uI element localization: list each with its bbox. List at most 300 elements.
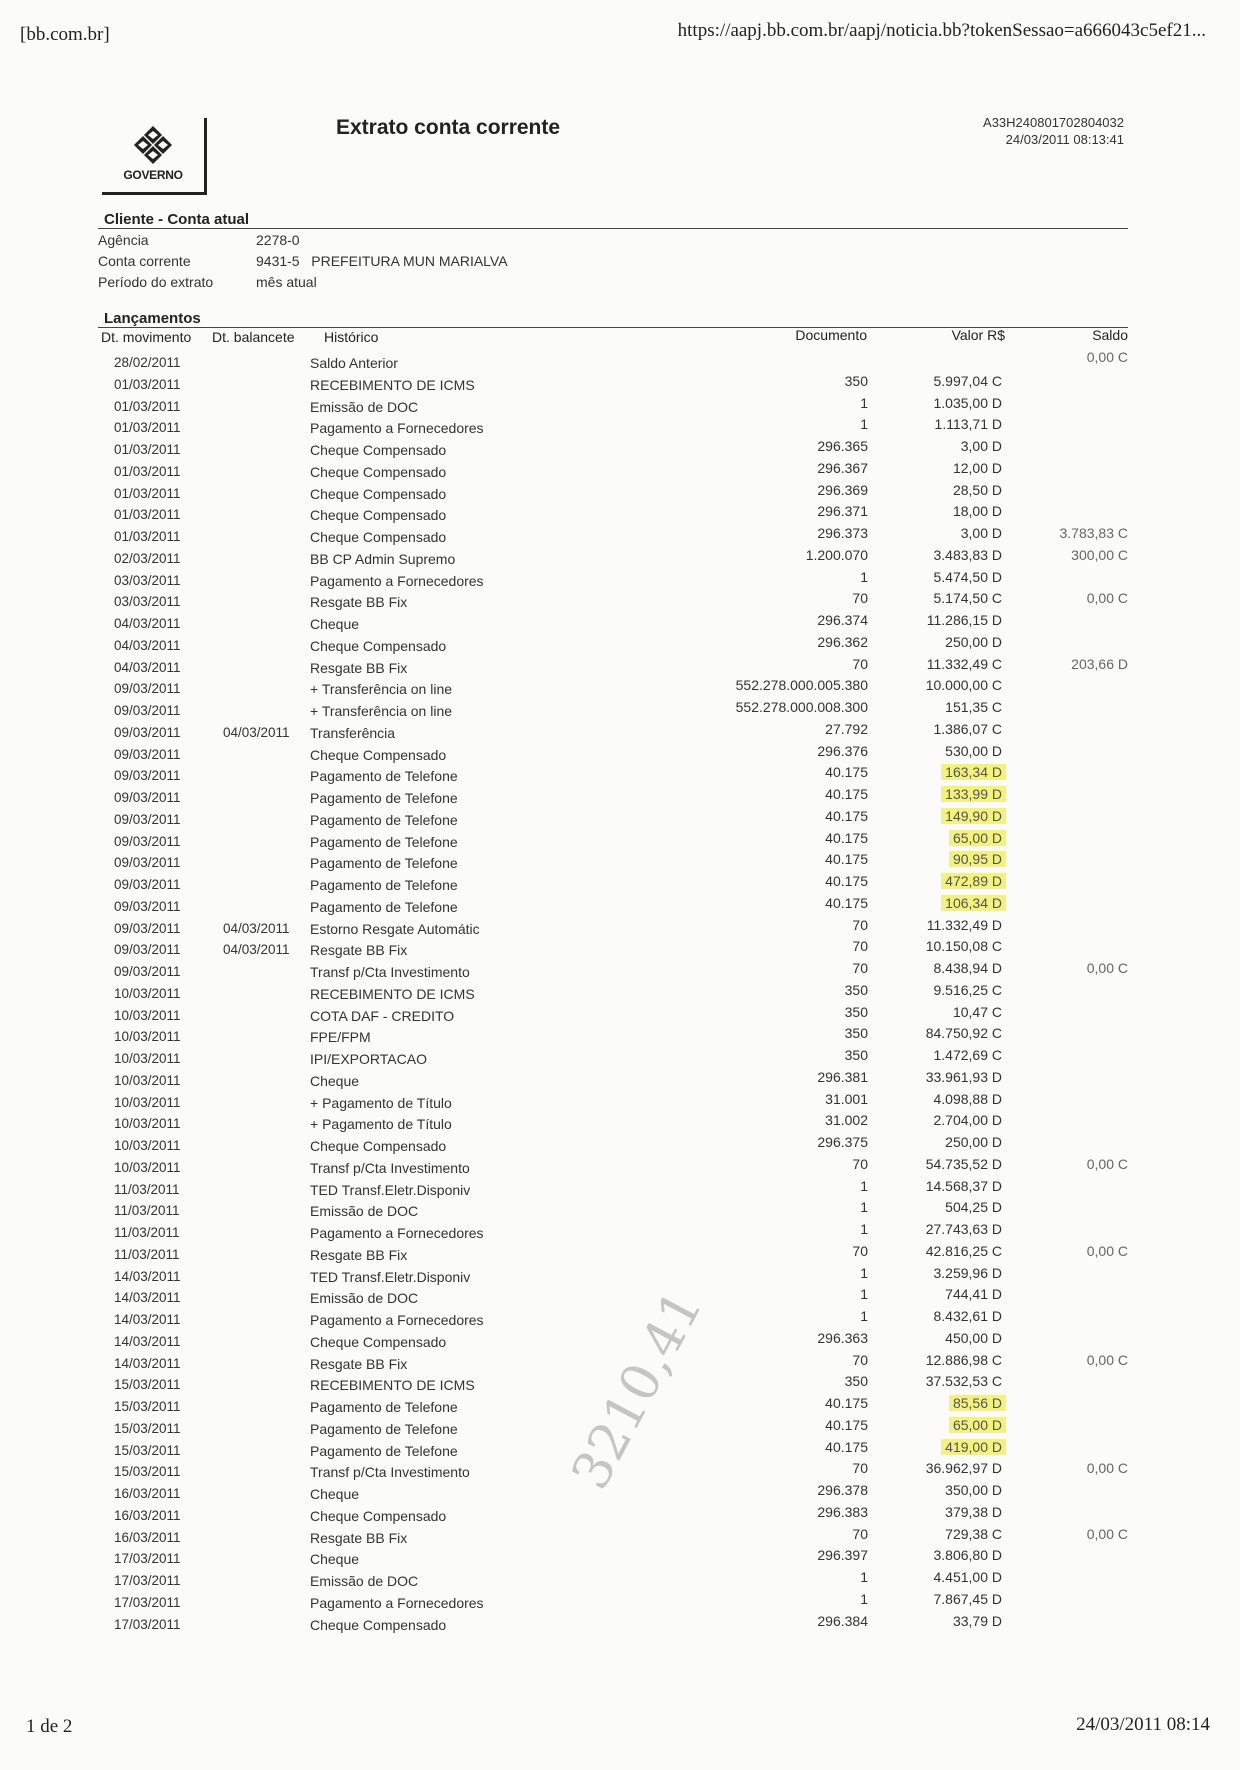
dt-movimento-cell: 10/03/2011 [114,985,181,1001]
valor-cell: 90,95 D [949,851,1006,867]
saldo-cell: 0,00 C [1086,590,1128,607]
valor-cell: 65,00 D [949,1417,1006,1433]
documento-cell: 31.002 [825,1112,868,1129]
documento-cell: 296.378 [817,1482,868,1498]
table-row [0,1091,1240,1113]
documento-cell: 296.365 [817,438,868,454]
valor-cell: 28,50 D [952,481,1002,498]
table-row [0,1286,1240,1308]
browser-url[interactable]: https://aapj.bb.com.br/aapj/noticia.bb?tokenSessao=a666043c5ef21... [677,20,1206,41]
valor-cell: 54.735,52 D [925,1155,1002,1172]
historico-cell: Cheque Compensado [310,529,447,545]
historico-cell: Pagamento de Telefone [310,811,458,828]
valor-cell: 14.568,37 D [925,1177,1002,1194]
valor-cell: 36.962,97 D [925,1460,1002,1477]
dt-movimento-cell: 09/03/2011 [114,703,181,718]
valor-cell: 10.000,00 C [925,677,1002,694]
documento-cell: 70 [852,916,868,933]
documento-cell: 296.397 [817,1547,868,1564]
dt-movimento-cell: 15/03/2011 [114,1377,181,1393]
dt-movimento-cell: 09/03/2011 [114,898,181,914]
table-header [0,329,1240,351]
saldo-cell: 0,00 C [1086,1460,1128,1477]
historico-cell: BB CP Admin Supremo [310,550,456,567]
valor-cell: 1.113,71 D [934,416,1002,433]
historico-cell: RECEBIMENTO DE ICMS [310,1377,475,1394]
valor-cell: 379,38 D [945,1503,1002,1520]
saldo-cell: 300,00 C [1071,546,1128,563]
dt-movimento-cell: 01/03/2011 [114,485,181,501]
reference-code: A33H240801702804032 [983,115,1124,130]
table-row [0,1308,1240,1330]
documento-cell: 70 [852,1525,868,1542]
dt-movimento-cell: 11/03/2011 [114,1203,180,1219]
table-row [0,1265,1240,1287]
table-row [0,634,1240,656]
historico-cell: Pagamento de Telefone [310,1420,458,1437]
table-row [0,1199,1240,1221]
historico-cell: + Transferência on line [310,681,453,698]
historico-cell: Pagamento de Telefone [310,833,458,850]
periodo-label: Período do extrato [98,274,214,290]
documento-cell: 1 [860,1569,868,1585]
documento-cell: 350 [844,1373,868,1390]
dt-movimento-cell: 09/03/2011 [114,790,181,805]
table-row [0,482,1240,504]
historico-cell: Resgate BB Fix [310,594,408,611]
dt-movimento-cell: 15/03/2011 [114,1442,181,1458]
saldo-cell: 203,66 D [1071,655,1128,672]
valor-cell: 250,00 D [945,1134,1002,1150]
header-saldo: Saldo [1092,327,1128,343]
historico-cell: Pagamento de Telefone [310,768,458,785]
table-row [0,1025,1240,1047]
historico-cell: RECEBIMENTO DE ICMS [310,376,475,393]
valor-cell: 9.516,25 C [933,981,1002,998]
documento-cell: 40.175 [825,1395,868,1411]
browser-print-header [0,0,1240,60]
historico-cell: Cheque Compensado [310,637,447,654]
table-row [0,1047,1240,1069]
historico-cell: Pagamento a Fornecedores [310,1594,484,1611]
table-row [0,699,1240,721]
documento-cell: 1 [860,568,868,585]
table-row [0,395,1240,417]
table-row [0,373,1240,395]
bank-logo [102,118,207,195]
dt-movimento-cell: 16/03/2011 [114,1507,181,1523]
historico-cell: Saldo Anterior [310,355,398,371]
reference-datetime: 24/03/2011 08:13:41 [1005,132,1124,147]
valor-cell: 18,00 D [952,503,1002,520]
historico-cell: FPE/FPM [310,1029,371,1046]
historico-cell: Cheque Compensado [310,1616,447,1633]
conta-label: Conta corrente [98,253,191,269]
dt-movimento-cell: 10/03/2011 [114,1138,181,1153]
valor-cell: 7.867,45 D [933,1590,1002,1607]
historico-cell: Cheque Compensado [310,1138,447,1154]
dt-movimento-cell: 10/03/2011 [114,1007,181,1023]
historico-cell: Pagamento de Telefone [310,790,458,806]
dt-movimento-cell: 17/03/2011 [114,1551,181,1567]
table-row [0,895,1240,917]
valor-cell: 11.286,15 D [926,612,1002,628]
client-section-title: Cliente - Conta atual [104,211,250,228]
agencia-label: Agência [98,232,149,248]
table-row [0,590,1240,612]
documento-cell: 296.381 [817,1068,868,1085]
table-row [0,677,1240,699]
saldo-cell: 0,00 C [1086,1351,1128,1368]
valor-cell: 37.532,53 C [925,1373,1002,1390]
lancamentos-section-title: Lançamentos [104,310,201,327]
dt-movimento-cell: 04/03/2011 [114,637,181,653]
valor-cell: 3.483,83 D [933,546,1002,563]
historico-cell: Transf p/Cta Investimento [310,1464,470,1481]
valor-cell: 419,00 D [941,1439,1006,1455]
historico-cell: Pagamento de Telefone [310,1442,458,1459]
documento-cell: 1 [860,1590,868,1607]
documento-cell: 40.175 [825,1416,868,1433]
historico-cell: Cheque [310,1551,360,1568]
historico-cell: Estorno Resgate Automátic [310,920,480,937]
table-row [0,1069,1240,1091]
historico-cell: Resgate BB Fix [310,1529,408,1546]
table-row [0,851,1240,873]
dt-movimento-cell: 17/03/2011 [114,1616,181,1632]
documento-cell: 350 [844,1047,868,1063]
page-number: 1 de 2 [26,1716,73,1737]
dt-movimento-cell: 09/03/2011 [114,942,181,958]
table-row [0,960,1240,982]
periodo-value: mês atual [256,274,317,290]
dt-movimento-cell: 04/03/2011 [114,659,181,675]
dt-movimento-cell: 28/02/2011 [114,355,181,370]
valor-cell: 33.961,93 D [925,1068,1002,1085]
opening-saldo: 0,00 C [1086,349,1128,365]
table-row [0,1569,1240,1591]
table-row [0,1591,1240,1613]
table-row [0,416,1240,438]
valor-cell: 65,00 D [949,830,1006,846]
documento-cell: 27.792 [825,720,868,737]
valor-cell: 8.432,61 D [933,1308,1002,1324]
valor-cell: 504,25 D [945,1199,1002,1216]
documento-cell: 1.200.070 [805,546,868,563]
table-row [0,917,1240,939]
historico-cell: Cheque Compensado [310,442,447,458]
header-historico: Histórico [324,329,379,345]
documento-cell: 296.363 [817,1329,868,1346]
historico-cell: Resgate BB Fix [310,659,408,676]
documento-cell: 40.175 [825,873,868,889]
dt-movimento-cell: 10/03/2011 [114,1051,181,1066]
documento-cell: 40.175 [825,829,868,846]
documento-cell: 350 [844,1025,868,1042]
valor-cell: 11.332,49 C [926,655,1002,672]
valor-cell: 163,34 D [941,764,1006,780]
historico-cell: RECEBIMENTO DE ICMS [310,985,475,1002]
table-row [0,1134,1240,1156]
historico-cell: Transferência [310,724,396,741]
dt-movimento-cell: 10/03/2011 [114,1094,181,1110]
dt-movimento-cell: 09/03/2011 [114,964,181,979]
valor-cell: 5.474,50 D [933,568,1002,585]
page-title: Extrato conta corrente [336,116,561,139]
historico-cell: IPI/EXPORTACAO [310,1051,427,1067]
documento-cell: 1 [860,394,868,411]
saldo-cell: 0,00 C [1086,1155,1128,1172]
valor-cell: 4.451,00 D [933,1569,1002,1585]
table-row [0,982,1240,1004]
documento-cell: 40.175 [825,851,868,868]
historico-cell: Cheque Compensado [310,1333,447,1350]
handwritten-note: 3210,41 [560,1280,715,1500]
documento-cell: 70 [852,590,868,607]
documento-cell: 40.175 [825,764,868,781]
dt-movimento-cell: 15/03/2011 [114,1420,181,1436]
print-datetime: 24/03/2011 08:14 [1076,1714,1210,1735]
valor-cell: 472,89 D [941,873,1006,889]
historico-cell: Cheque [310,1072,360,1089]
browser-site-label: [bb.com.br] [20,24,110,45]
dt-movimento-cell: 10/03/2011 [114,1116,181,1132]
documento-cell: 296.375 [817,1134,868,1150]
documento-cell: 296.367 [817,459,868,476]
documento-cell: 350 [844,372,868,389]
dt-movimento-cell: 09/03/2011 [114,724,181,740]
table-row [0,808,1240,830]
valor-cell: 84.750,92 C [925,1025,1002,1042]
historico-cell: Emissão de DOC [310,1203,419,1220]
documento-cell: 296.374 [817,612,868,628]
documento-cell: 1 [860,1308,868,1324]
historico-cell: Cheque [310,1486,360,1502]
dt-movimento-cell: 01/03/2011 [114,507,181,523]
historico-cell: Emissão de DOC [310,1573,419,1589]
header-dt-balancete: Dt. balancete [212,329,295,345]
table-row [0,1221,1240,1243]
documento-cell: 1 [860,416,868,433]
header-dt-movimento: Dt. movimento [101,329,192,345]
table-row [0,1112,1240,1134]
table-row [0,764,1240,786]
valor-cell: 3.259,96 D [933,1264,1002,1281]
dt-movimento-cell: 11/03/2011 [114,1225,180,1240]
documento-cell: 40.175 [825,894,868,911]
table-row [0,1613,1240,1635]
table-row [0,721,1240,743]
table-row [0,656,1240,678]
dt-movimento-cell: 14/03/2011 [114,1333,181,1349]
documento-cell: 350 [844,1003,868,1020]
dt-movimento-cell: 01/03/2011 [114,442,181,457]
documento-cell: 1 [860,1264,868,1281]
dt-movimento-cell: 04/03/2011 [114,616,181,631]
historico-cell: Pagamento de Telefone [310,898,458,915]
documento-cell: 40.175 [825,807,868,824]
dt-movimento-cell: 03/03/2011 [114,572,181,588]
documento-cell: 31.001 [825,1090,868,1107]
documento-cell: 296.369 [817,481,868,498]
dt-balancete-cell: 04/03/2011 [223,724,290,740]
dt-movimento-cell: 09/03/2011 [114,746,181,762]
historico-cell: + Pagamento de Título [310,1116,452,1133]
valor-cell: 133,99 D [941,786,1006,802]
dt-movimento-cell: 09/03/2011 [114,855,181,871]
table-row [0,612,1240,634]
table-row [0,460,1240,482]
historico-cell: Pagamento de Telefone [310,877,458,893]
table-row [0,438,1240,460]
historico-cell: Resgate BB Fix [310,1355,408,1372]
historico-cell: Cheque [310,616,360,632]
documento-cell: 296.362 [817,633,868,650]
valor-cell: 450,00 D [945,1329,1002,1346]
table-row [0,1243,1240,1265]
historico-cell: Emissão de DOC [310,1290,419,1307]
historico-cell: Resgate BB Fix [310,1246,408,1263]
dt-movimento-cell: 03/03/2011 [114,594,181,610]
valor-cell: 42.816,25 C [925,1242,1002,1259]
dt-movimento-cell: 11/03/2011 [114,1246,180,1262]
valor-cell: 744,41 D [945,1286,1002,1303]
historico-cell: Cheque Compensado [310,485,447,502]
table-row [0,786,1240,808]
saldo-cell: 0,00 C [1086,1242,1128,1259]
valor-cell: 5.174,50 C [933,590,1002,607]
saldo-cell: 0,00 C [1086,960,1128,976]
valor-cell: 350,00 D [945,1482,1002,1498]
valor-cell: 530,00 D [945,742,1002,759]
dt-movimento-cell: 10/03/2011 [114,1159,181,1175]
dt-movimento-cell: 16/03/2011 [114,1486,181,1501]
table-row [0,1504,1240,1526]
documento-cell: 296.383 [817,1503,868,1520]
dt-movimento-cell: 16/03/2011 [114,1529,181,1545]
valor-cell: 106,34 D [941,895,1006,911]
dt-movimento-cell: 09/03/2011 [114,811,181,827]
table-row [0,743,1240,765]
valor-cell: 151,35 C [945,699,1002,715]
dt-movimento-cell: 09/03/2011 [114,681,181,697]
table-row [0,873,1240,895]
table-row [0,1547,1240,1569]
historico-cell: Pagamento a Fornecedores [310,1312,484,1328]
valor-cell: 27.743,63 D [925,1221,1002,1237]
valor-cell: 149,90 D [941,808,1006,824]
historico-cell: Resgate BB Fix [310,942,408,959]
historico-cell: Emissão de DOC [310,398,419,415]
dt-movimento-cell: 14/03/2011 [114,1268,181,1284]
historico-cell: Pagamento a Fornecedores [310,572,484,589]
documento-cell: 1 [860,1177,868,1194]
documento-cell: 296.373 [817,525,868,541]
documento-cell: 40.175 [825,786,868,802]
table-row [0,938,1240,960]
table-row [0,351,1240,373]
documento-cell: 70 [852,1242,868,1259]
conta-value: 9431-5 PREFEITURA MUN MARIALVA [256,253,508,269]
bb-logo-icon [132,124,174,166]
valor-cell: 12.886,98 C [925,1351,1002,1368]
documento-cell: 296.371 [817,503,868,520]
valor-cell: 8.438,94 D [933,960,1002,976]
documento-cell: 1 [860,1199,868,1216]
table-row [0,1330,1240,1352]
valor-cell: 250,00 D [945,633,1002,650]
valor-cell: 1.472,69 C [933,1047,1002,1063]
dt-movimento-cell: 09/03/2011 [114,920,181,936]
dt-movimento-cell: 17/03/2011 [114,1573,181,1588]
agencia-value: 2278-0 [256,232,300,248]
dt-movimento-cell: 01/03/2011 [114,398,181,414]
historico-cell: Pagamento de Telefone [310,855,458,872]
historico-cell: COTA DAF - CREDITO [310,1007,455,1024]
historico-cell: Pagamento a Fornecedores [310,1225,484,1241]
documento-cell: 552.278.000.005.380 [735,677,868,694]
table-row [0,1156,1240,1178]
documento-cell: 70 [852,1460,868,1477]
dt-movimento-cell: 14/03/2011 [114,1355,181,1371]
dt-movimento-cell: 01/03/2011 [114,463,181,479]
valor-cell: 729,38 C [945,1525,1002,1542]
valor-cell: 3,00 D [960,438,1002,454]
logo-text: GOVERNO [123,168,183,182]
documento-cell: 350 [844,981,868,998]
historico-cell: Cheque Compensado [310,1507,447,1524]
dt-movimento-cell: 01/03/2011 [114,376,181,392]
valor-cell: 10,47 C [952,1003,1002,1020]
documento-cell: 70 [852,938,868,955]
historico-cell: Cheque Compensado [310,463,447,480]
valor-cell: 10.150,08 C [925,938,1002,955]
valor-cell: 11.332,49 D [926,916,1002,933]
documento-cell: 1 [860,1221,868,1237]
historico-cell: + Pagamento de Título [310,1094,452,1111]
dt-balancete-cell: 04/03/2011 [223,920,290,936]
dt-movimento-cell: 14/03/2011 [114,1312,181,1327]
historico-cell: Pagamento de Telefone [310,1399,458,1415]
dt-movimento-cell: 09/03/2011 [114,877,181,892]
dt-movimento-cell: 01/03/2011 [114,420,181,436]
saldo-cell: 0,00 C [1086,1525,1128,1542]
table-row [0,830,1240,852]
dt-movimento-cell: 11/03/2011 [114,1181,180,1197]
historico-cell: Cheque Compensado [310,746,447,763]
valor-cell: 2.704,00 D [933,1112,1002,1129]
dt-movimento-cell: 09/03/2011 [114,768,181,784]
valor-cell: 3,00 D [960,525,1002,541]
historico-cell: Pagamento a Fornecedores [310,420,484,437]
documento-cell: 552.278.000.008.300 [735,699,868,715]
valor-cell: 1.035,00 D [933,394,1002,411]
valor-cell: 4.098,88 D [933,1090,1002,1107]
table-row [0,569,1240,591]
dt-movimento-cell: 09/03/2011 [114,833,181,849]
valor-cell: 3.806,80 D [933,1547,1002,1564]
valor-cell: 33,79 D [952,1612,1002,1629]
dt-movimento-cell: 02/03/2011 [114,550,181,566]
dt-movimento-cell: 15/03/2011 [114,1464,181,1480]
dt-movimento-cell: 10/03/2011 [114,1072,181,1088]
valor-cell: 1.386,07 C [933,720,1002,737]
dt-movimento-cell: 14/03/2011 [114,1290,181,1306]
documento-cell: 70 [852,655,868,672]
table-row [0,1178,1240,1200]
dt-movimento-cell: 17/03/2011 [114,1594,181,1610]
documento-cell: 70 [852,960,868,976]
